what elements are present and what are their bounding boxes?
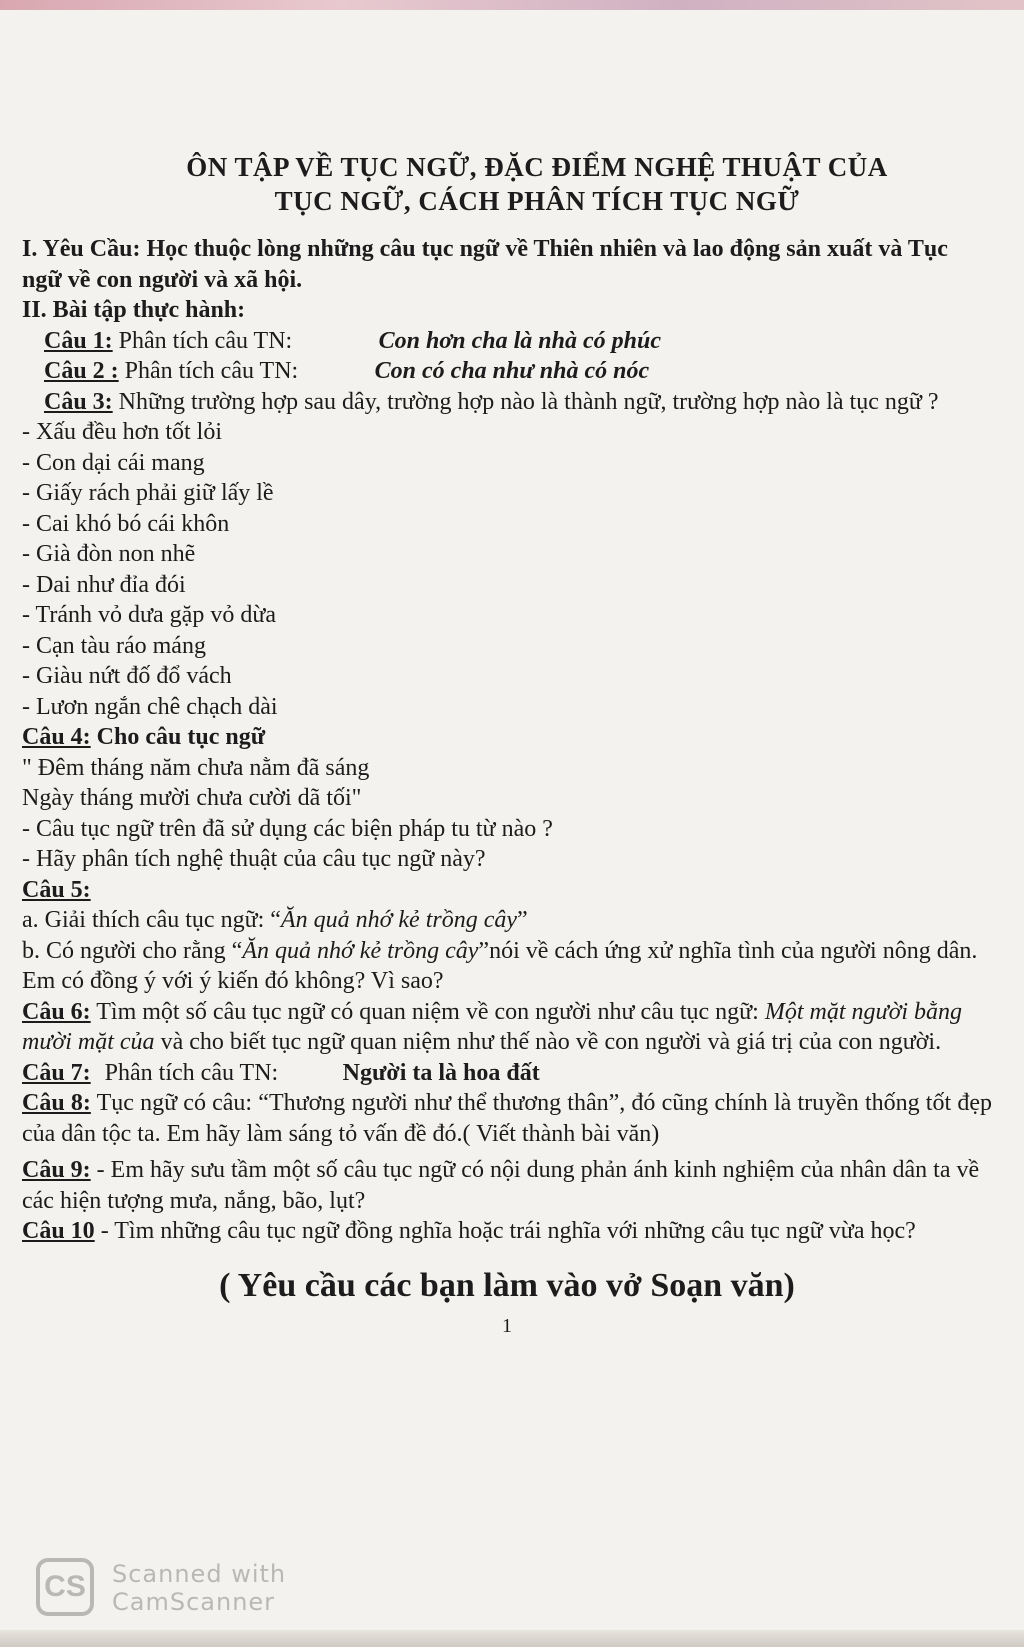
question-3-label: Câu 3: xyxy=(44,388,113,415)
question-1-label: Câu 1: xyxy=(44,327,113,354)
question-3-list xyxy=(22,417,992,722)
document-body xyxy=(22,234,992,1247)
scan-top-edge xyxy=(0,0,1024,10)
list-item: - Giấy rách phải giữ lấy lề xyxy=(22,480,274,506)
document-page xyxy=(22,150,992,1338)
question-10 xyxy=(22,1216,992,1247)
list-item: - Lươn ngắn chê chạch dài xyxy=(22,693,278,720)
camscanner-logo-icon: CS xyxy=(36,1558,94,1616)
question-5 xyxy=(22,875,992,906)
page-number: 1 xyxy=(502,1314,512,1337)
list-item: - Xấu đều hơn tốt lỏi xyxy=(22,419,222,445)
question-2-quote: Con có cha như nhà có nóc xyxy=(374,358,650,384)
camscanner-watermark xyxy=(36,1556,306,1618)
question-6-quote: Một mặt người bằng mười mặt của xyxy=(22,998,963,1055)
question-5-a xyxy=(22,905,992,936)
title-line-1: ÔN TẬP VỀ TỤC NGỮ, ĐẶC ĐIỂM NGHỆ THUẬT CỦA xyxy=(186,152,888,182)
question-5-label: Câu 5: xyxy=(22,876,91,903)
question-3-text: Những trường hợp sau dây, trường hợp nào là thành ngữ, trường hợp nào là tục ngữ ? xyxy=(118,388,939,415)
question-8 xyxy=(22,1088,992,1149)
question-7-label: Câu 7: xyxy=(22,1059,91,1086)
question-4-ask-1: - Câu tục ngữ trên đã sử dụng các biện pháp tu từ nào ? xyxy=(22,815,553,842)
question-5-b-suffix: ”nói về cách ứng xử nghĩa tình của người nông dân. Em có đồng ý với ý kiến đó không? Vì sao? xyxy=(22,937,978,994)
question-10-text: - Tìm những câu tục ngữ đồng nghĩa hoặc trái nghĩa với những câu tục ngữ vừa học? xyxy=(100,1218,916,1244)
question-8-text: Tục ngữ có câu: “Thương người như thể thương thân”, đó cũng chính là truyền thống tốt đẹp của dân tộc ta. Em hãy làm sáng tỏ vấn đề đó.( Viết thành bài văn) xyxy=(22,1090,992,1147)
question-7-text: Phân tích câu TN: xyxy=(104,1059,279,1086)
question-10-label: Câu 10 xyxy=(22,1218,95,1244)
question-5-a-suffix: ” xyxy=(517,907,528,933)
question-2-text: Phân tích câu TN: xyxy=(124,358,299,384)
list-item: - Già đòn non nhẽ xyxy=(22,541,196,567)
question-9-text: - Em hãy sưu tầm một số câu tục ngữ có nội dung phản ánh kinh nghiệm của nhân dân ta về các hiện tượng mưa, nắng, bão, lụt? xyxy=(22,1157,980,1214)
question-1 xyxy=(22,326,992,357)
question-4 xyxy=(22,722,992,753)
question-4-label: Câu 4: xyxy=(22,724,91,750)
list-item: - Giàu nứt đố đổ vách xyxy=(22,663,232,689)
question-9 xyxy=(22,1155,992,1216)
question-5-a-quote: Ăn quả nhớ kẻ trồng cây xyxy=(280,907,518,933)
question-6 xyxy=(22,997,992,1058)
question-6-text-2: và cho biết tục ngữ quan niệm như thế nào về con người và giá trị của con người. xyxy=(160,1029,942,1055)
question-8-label: Câu 8: xyxy=(22,1090,91,1116)
list-item: - Con dại cái mang xyxy=(22,449,205,476)
section-requirements xyxy=(22,234,992,295)
section-exercises-heading: II. Bài tập thực hành: xyxy=(22,297,246,323)
question-7-quote: Người ta là hoa đất xyxy=(342,1059,540,1086)
title-line-2: TỤC NGỮ, CÁCH PHÂN TÍCH TỤC NGỮ xyxy=(274,186,800,216)
question-4-ask-2: - Hãy phân tích nghệ thuật của câu tục ngữ này? xyxy=(22,846,486,872)
list-item: - Dai như đỉa đói xyxy=(22,571,186,598)
question-1-quote: Con hơn cha là nhà có phúc xyxy=(378,327,661,354)
question-3 xyxy=(22,387,992,418)
question-2 xyxy=(22,356,992,387)
list-item: - Cai khó bó cái khôn xyxy=(22,510,230,537)
watermark-line-2: CamScanner xyxy=(112,1588,276,1616)
section-1-label: I. Yêu Cầu: xyxy=(22,236,141,262)
question-2-label: Câu 2 : xyxy=(44,358,119,384)
document-title xyxy=(82,150,992,218)
closing-instruction: ( Yêu cầu các bạn làm vào vở Soạn văn) xyxy=(219,1266,795,1304)
question-5-b xyxy=(22,936,992,997)
watermark-line-1: Scanned with xyxy=(112,1560,287,1588)
question-4-verse-2: Ngày tháng mười chưa cười dã tối" xyxy=(22,785,362,811)
question-4-verse-1: " Đêm tháng năm chưa nằm đã sáng xyxy=(22,754,370,781)
question-5-b-prefix: b. Có người cho rằng “ xyxy=(22,937,243,964)
question-1-text: Phân tích câu TN: xyxy=(118,327,293,354)
question-4-heading: Cho câu tục ngữ xyxy=(96,724,266,750)
list-item: - Tránh vỏ dưa gặp vỏ dừa xyxy=(22,602,276,628)
question-6-label: Câu 6: xyxy=(22,998,91,1025)
question-5-a-prefix: a. Giải thích câu tục ngữ: “ xyxy=(22,907,281,933)
question-6-text-1: Tìm một số câu tục ngữ có quan niệm về con người như câu tục ngữ: xyxy=(96,998,759,1025)
scan-bottom-edge xyxy=(0,1630,1024,1647)
question-7 xyxy=(22,1058,992,1089)
list-item: - Cạn tàu ráo máng xyxy=(22,632,206,659)
question-9-label: Câu 9: xyxy=(22,1157,91,1183)
camscanner-text xyxy=(112,1560,286,1616)
section-1-text: Học thuộc lòng những câu tục ngữ về Thiên nhiên và lao động sản xuất và Tục ngữ về con người và xã hội. xyxy=(22,236,948,293)
question-5-b-quote: Ăn quả nhớ kẻ trồng cây xyxy=(242,937,479,964)
